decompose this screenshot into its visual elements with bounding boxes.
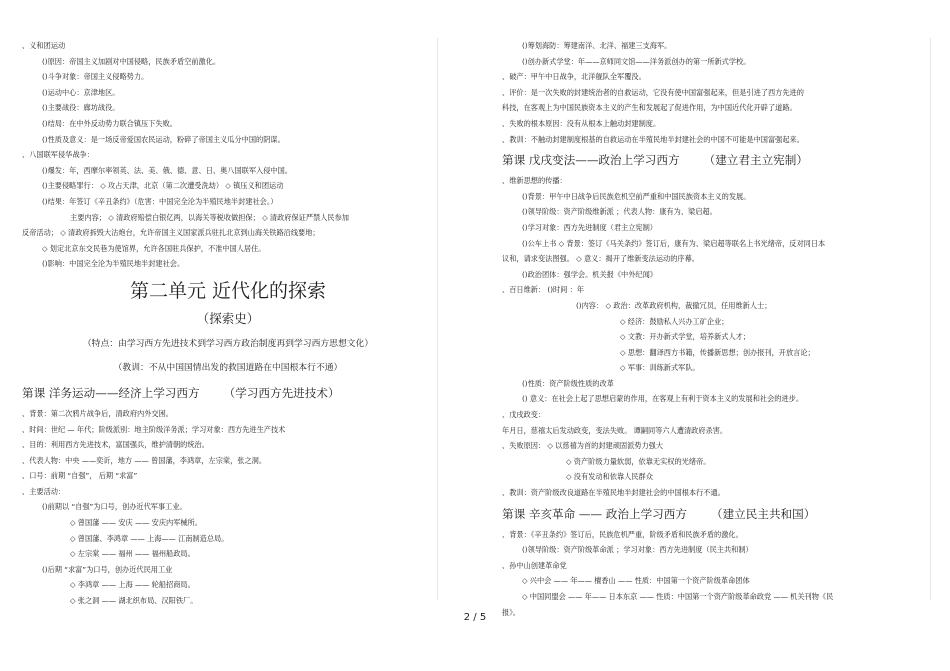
text-line: ()筹划海防：筹建南洋、北洋、福建三支海军。 xyxy=(522,41,672,50)
right-column xyxy=(502,38,922,620)
text-line: ◇ 曾国藩 —— 安庆 —— 安庆内军械所。 xyxy=(70,518,202,528)
text-line: 反帝活动； ◇ 清政府拆毁大沽炮台，允许帝国主义国家派兵驻扎北京到山海关铁路沿线要地； xyxy=(22,228,320,238)
text-line: ()领导阶级：资产阶级革命派 ；学习对象：西方先进制度（民主共和制） xyxy=(522,545,753,555)
lesson-heading xyxy=(502,501,922,527)
text-line: ◇ 文教：开办新式学堂，培养新式人才； xyxy=(620,332,751,342)
text-line: ()主要侵略罪行： ◇ 攻占天津，北京（第二次遭受洗劫） ◇ 镇压义和团运动 xyxy=(42,181,284,191)
text-line: ◇ 军事：训练新式军队。 xyxy=(620,363,700,373)
text-line: 、评价：是一次失败的封建统治者的自救运动，它没有使中国富强起来，但是引进了西方先进的 xyxy=(502,87,804,97)
text-line: 、背景：《辛丑条约》签订后，民族危机严重，阶级矛盾和民族矛盾的激化。 xyxy=(502,529,743,539)
text-line: 、口号：前期 “自强”， 后期 “求富” xyxy=(22,471,138,481)
text-line: ◇ 没有发动和依靠人民群众 xyxy=(566,472,653,482)
text-line: ◇ 思想：翻译西方书籍，传播新思想；创办报刊，开放言论； xyxy=(620,347,815,357)
text-line: ()运动中心：京津地区。 xyxy=(42,87,120,97)
text-line: 、戊戌政变： xyxy=(502,410,546,420)
text-line: ()政治团体：强学会。机关报《中外纪闻》 xyxy=(522,269,657,279)
text-line: 、八国联军侵华战争： xyxy=(22,150,94,160)
text-line: ◇ 经济：鼓励私人兴办工矿企业； xyxy=(620,316,729,326)
text-line: 、目的：利用西方先进技术，富国强兵，维护清朝的统治。 xyxy=(22,440,209,450)
text-line: ()原因：帝国主义加剧对中国侵略，民族矛盾空前激化。 xyxy=(42,56,221,66)
text-line: 、维新思想的传播： xyxy=(502,176,567,186)
text-line: ◇ 资产阶级力量软弱，依靠无实权的光绪帝。 xyxy=(566,456,711,466)
text-line: ()学习对象：西方先进制度（君主立宪制） xyxy=(522,222,657,232)
unit-note: （教训：不从中国国情出发的救国道路在中国根本行不通） xyxy=(113,362,343,373)
text-line: 、百日维新： ()时间 ：年 xyxy=(502,285,585,295)
text-line: ()斗争对象：帝国主义侵略势力。 xyxy=(42,72,149,82)
text-line: ◇ 李鸿章 —— 上海 —— 轮船招商局。 xyxy=(70,580,195,590)
lesson-subtitle: （学习西方先进技术） xyxy=(223,385,340,400)
text-line: ()结局：在中外反动势力联合镇压下失败。 xyxy=(42,118,177,128)
lesson-heading xyxy=(502,147,922,173)
text-line: 、主要活动： xyxy=(22,486,66,496)
text-line: 、破产：甲午中日战争，北洋舰队全军覆没。 xyxy=(502,72,646,82)
column-divider xyxy=(437,38,438,600)
text-line: 、教训：资产阶级改良道路在半殖民地半封建社会的中国根本行不通。 xyxy=(502,488,725,498)
text-line: ◇ 左宗棠 —— 福州 —— 福州船政局。 xyxy=(70,549,195,559)
text-line: ◇ 曾国藩、李鸿章 —— 上海—— 江南制造总局。 xyxy=(70,533,229,543)
text-line: 、代表人物：中央 ——奕䜣，地方 —— 曾国藩，李鸿章，左宗棠，张之洞。 xyxy=(22,455,267,465)
text-line: ()主要战役：廊坊战役。 xyxy=(42,103,120,113)
text-line: ◇ 兴中会 —— 年—— 檀香山 —— 性质：中国第一个资产阶级革命团体 xyxy=(522,576,750,586)
text-line: 年月日，慈禧太后发动政变，变法失败。 谭嗣同等六人遭清政府杀害。 xyxy=(502,425,728,435)
text-line: ()前期以 “自强”为口号，创办近代军事工业。 xyxy=(42,502,187,512)
text-line: ()公车上书 ◇ 背景：签订《马关条约》签订后，康有为、梁启超等联名上书光绪帝，反对同日本 xyxy=(522,238,826,248)
text-line: 、义和团运动 xyxy=(22,41,66,50)
lesson-subtitle: （建立君主立宪制） xyxy=(703,153,808,168)
text-line: ()内容： ◇ 政治：改革政府机构，裁撤冗员，任用维新人士； xyxy=(576,300,772,310)
unit-note: （特点：由学习西方先进技术到学习西方政治制度再到学习西方思想文化） xyxy=(82,338,374,349)
text-line: 、背景：第二次鸦片战争后，清政府内外交困。 xyxy=(22,408,173,418)
text-line: 议和，请求变法图强。 ◇ 意义：揭开了维新变法运动的序幕。 xyxy=(502,254,699,264)
text-line: ()后期 “求富”为口号，创办近代民用工业 xyxy=(42,564,173,574)
lesson-title: 第课 洋务运动——经济上学习西方 xyxy=(22,385,200,400)
lesson-subtitle: （建立民主共和国） xyxy=(710,506,816,521)
text-line: 报》。 xyxy=(502,607,520,617)
text-line: ()结果：年签订《辛丑条约》（危害：中国完全沦为半殖民地半封建社会。） xyxy=(42,196,278,206)
text-line: 科技，在客观上为中国民族资本主义的产生和发展起了促进作用，为中国近代化开辟了道路。 xyxy=(502,103,797,113)
text-line: ()性质：资产阶级性质的改革 xyxy=(522,378,614,388)
left-column xyxy=(22,38,434,609)
text-line: 、失败原因： ◇ 以慈禧为首的封建顽固派势力强大 xyxy=(502,441,664,451)
text-line: ◇ 划定北京东交民巷为使馆界，允许各国驻兵保护，不准中国人居住。 xyxy=(42,243,266,253)
text-line: 、教训：不触动封建制度根基的自救运动在半殖民地半封建社会的中国不可能是中国富强起来。 xyxy=(502,134,804,144)
text-line: ()爆发：年，西摩尔率领英、法、美、俄、德、意、日、奥八国联军入侵中国。 xyxy=(42,165,292,175)
right-margin-divider xyxy=(930,38,931,600)
text-line: ()领导阶级：资产阶级维新派 ；代表人物：康有为、梁启超。 xyxy=(522,207,717,217)
text-line: ◇ 张之洞 —— 湖北织布局、汉阳铁厂。 xyxy=(70,596,198,606)
unit-title: 第二单元 近代化的探索 xyxy=(129,279,327,302)
text-line: 、失败的根本原因：没有从根本上触动封建制度。 xyxy=(502,118,661,128)
page-number: 2 / 5 xyxy=(463,612,487,623)
text-line: ()影响：中国完全沦为半殖民地半封建社会。 xyxy=(42,259,185,269)
text-line: () 意义：在社会上起了思想启蒙的作用，在客观上有利于资本主义的发展和社会的进步。 xyxy=(522,394,804,404)
lesson-heading xyxy=(22,380,434,406)
text-line: ()背景：甲午中日战争后民族危机空前严重和中国民族资本主义的发展。 xyxy=(522,191,751,201)
text-line: ◇ 中国同盟会 —— 年—— 日本东京 —— 性质：中国第一个资产阶级革命政党 —— 机关刊物《民 xyxy=(522,592,834,601)
text-line: 、时间：世纪 — 年代；阶级派别：地主阶级洋务派；学习对象：西方先进生产技术 xyxy=(22,424,286,434)
text-line: ()创办新式学堂：年——京师同文馆——洋务派创办的第一所新式学校。 xyxy=(522,56,751,66)
text-line: 、孙中山创建革命党 xyxy=(502,560,567,570)
lesson-title: 第课 戊戌变法——政治上学习西方 xyxy=(502,153,680,168)
unit-subtitle: （探索史） xyxy=(196,310,260,326)
text-line: ()性质及意义：是一场反帝爱国农民运动，粉碎了帝国主义瓜分中国的阴谋。 xyxy=(42,134,285,144)
lesson-title: 第课 辛亥革命 —— 政治上学习西方 xyxy=(502,506,687,521)
text-line: 主要内容； ◇ 清政府赔偿白银亿两，以海关等税收做担保； ◇ 清政府保证严禁人民参加 xyxy=(70,212,349,222)
